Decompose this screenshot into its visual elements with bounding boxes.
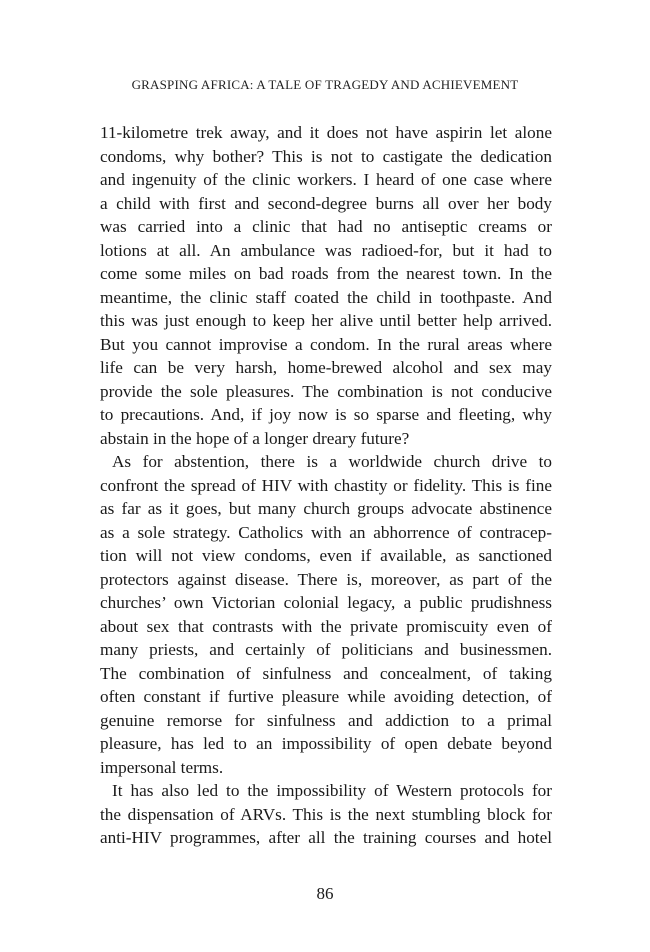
text-line: The combination of sinfulness and concealment, of taking bbox=[100, 663, 552, 683]
text-line: pleasure, has led to an impossibility of open debate beyond bbox=[100, 734, 552, 753]
text-line: as a sole strategy. Catholics with an abhorrence of contracep- bbox=[100, 522, 552, 542]
text-line: tion will not view condoms, even if available, as sanctioned bbox=[100, 546, 552, 565]
text-line: life can be very harsh, home-brewed alcohol and sex may bbox=[100, 358, 552, 377]
text-line: genuine remorse for sinfulness and addiction to a primal bbox=[100, 710, 552, 730]
text-line: abstain in the hope of a longer dreary future? bbox=[100, 428, 410, 448]
text-line: anti-HIV programmes, after all the training courses and hotel bbox=[100, 828, 552, 847]
text-line: to precautions. And, if joy now is so sparse and fleeting, why bbox=[100, 405, 552, 424]
text-line: 11-kilometre trek away, and it does not have aspirin let alone bbox=[100, 123, 552, 142]
text-line: meantime, the clinic staff coated the child in toothpaste. And bbox=[100, 287, 552, 307]
text-line: condoms, why bother? This is not to castigate the dedication bbox=[100, 146, 552, 166]
text-line: often constant if furtive pleasure while avoiding detection, of bbox=[100, 687, 552, 706]
text-line: a child with first and second-degree burns all over her body bbox=[100, 193, 552, 213]
text-line: this was just enough to keep her alive until better help arrived. bbox=[100, 311, 552, 330]
text-line: and ingenuity of the clinic workers. I heard of one case where bbox=[100, 170, 552, 189]
running-head: GRASPING AFRICA: A TALE OF TRAGEDY AND ACHIEVEMENT bbox=[131, 77, 519, 92]
text-line: as far as it goes, but many church groups advocate abstinence bbox=[100, 499, 552, 518]
text-line: As for abstention, there is a worldwide church drive to bbox=[112, 452, 552, 471]
text-line: was carried into a clinic that had no antiseptic creams or bbox=[100, 217, 552, 236]
text-line: impersonal terms. bbox=[100, 757, 224, 777]
text-line: confront the spread of HIV with chastity or fidelity. This is fine bbox=[100, 475, 552, 495]
text-line: provide the sole pleasures. The combination is not conducive bbox=[100, 381, 552, 401]
text-line: lotions at all. An ambulance was radioed-for, but it had to bbox=[100, 240, 552, 260]
text-line: the dispensation of ARVs. This is the next stumbling block for bbox=[100, 804, 552, 824]
body-text bbox=[100, 121, 552, 850]
text-line: about sex that contrasts with the private promiscuity even of bbox=[100, 616, 552, 636]
text-line: churches’ own Victorian colonial legacy, a public prudishness bbox=[100, 593, 552, 612]
text-line: It has also led to the impossibility of Western protocols for bbox=[112, 781, 552, 800]
text-line: protectors against disease. There is, moreover, as part of the bbox=[100, 569, 552, 589]
text-line: come some miles on bad roads from the nearest town. In the bbox=[100, 264, 552, 283]
text-line: many priests, and certainly of politicians and businessmen. bbox=[100, 640, 552, 659]
page-number: 86 bbox=[316, 884, 334, 903]
text-line: But you cannot improvise a condom. In the rural areas where bbox=[100, 334, 552, 354]
